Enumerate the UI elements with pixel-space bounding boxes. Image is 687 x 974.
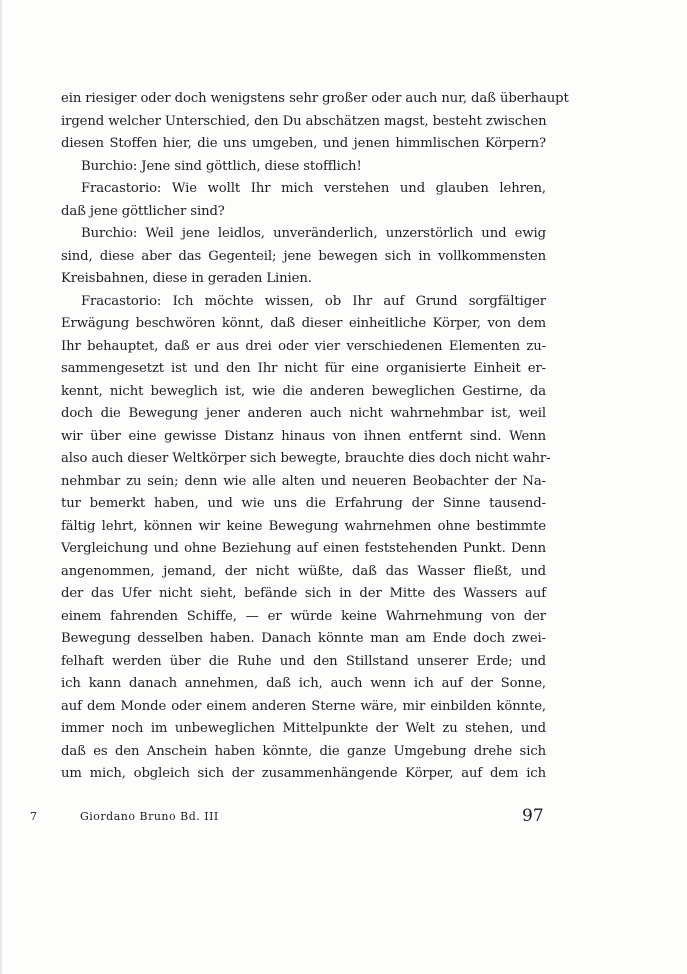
text-line: wir über eine gewisse Distanz hinaus von ihnen entfernt sind. Wenn [61, 428, 546, 444]
text-line: doch die Bewegung jener anderen auch nicht wahrnehmbar ist, weil [61, 406, 546, 421]
page-footer [0, 804, 687, 834]
text-line: felhaft werden über die Ruhe und den Stillstand unserer Erde; und [61, 653, 546, 669]
text-line: Ihr behauptet, daß er aus drei oder vier verschiedenen Elementen zu- [61, 338, 546, 354]
text-line: tur bemerkt haben, und wie uns die Erfahrung der Sinne tausend- [61, 496, 546, 511]
text-line: sammengesetzt ist und den Ihr nicht für eine organisierte Einheit er- [61, 361, 546, 376]
text-line: um mich, obgleich sich der zusammenhängende Körper, auf dem ich [61, 766, 546, 781]
text-line: ich kann danach annehmen, daß ich, auch wenn ich auf der Sonne, [61, 676, 546, 691]
text-line: angenommen, jemand, der nicht wüßte, daß das Wasser fließt, und [61, 563, 546, 579]
text-line: der das Ufer nicht sieht, befände sich in der Mitte des Wassers auf [61, 586, 546, 601]
text-line: fältig lehrt, können wir keine Bewegung wahrnehmen ohne bestimmte [61, 518, 546, 534]
text-line: ein riesiger oder doch wenigstens sehr großer oder auch nur, daß überhaupt [61, 91, 569, 106]
text-line: kennt, nicht beweglich ist, wie die anderen beweglichen Gestirne, da [61, 383, 546, 399]
book-title-footer: Giordano Bruno Bd. III [80, 810, 219, 823]
text-line: daß jene göttlicher sind? [61, 203, 225, 219]
text-line: Kreisbahnen, diese in geraden Linien. [61, 271, 312, 286]
text-line: nehmbar zu sein; denn wie alle alten und neueren Beobachter der Na- [61, 473, 546, 489]
body-text [61, 88, 569, 786]
text-line: Vergleichung und ohne Beziehung auf einen feststehenden Punkt. Denn [61, 541, 546, 556]
text-line: Bewegung desselben haben. Danach könnte man am Ende doch zwei- [61, 631, 546, 646]
text-line: Fracastorio: Ich möchte wissen, ob Ihr auf Grund sorgfältiger [81, 293, 546, 309]
text-line: Erwägung beschwören könnt, daß dieser einheitliche Körper, von dem [61, 316, 546, 331]
text-line: also auch dieser Weltkörper sich bewegte, brauchte dies doch nicht wahr- [61, 451, 551, 466]
text-line: irgend welcher Unterschied, den Du abschätzen magst, besteht zwischen [61, 113, 547, 129]
text-line: diesen Stoffen hier, die uns umgeben, und jenen himmlischen Körpern? [61, 136, 546, 151]
text-line: Burchio: Jene sind göttlich, diese stofflich! [81, 158, 362, 174]
text-line: Fracastorio: Wie wollt Ihr mich verstehen und glauben lehren, [81, 181, 546, 196]
text-line: immer noch im unbeweglichen Mittelpunkte der Welt zu stehen, und [61, 721, 546, 736]
signature-number: 7 [30, 810, 37, 823]
text-line: auf dem Monde oder einem anderen Sterne wäre, mir einbilden könnte, [61, 698, 546, 714]
page-number: 97 [522, 806, 544, 826]
text-line: einem fahrenden Schiffe, — er würde keine Wahrnehmung von der [61, 608, 546, 624]
text-line: daß es den Anschein haben könnte, die ganze Umgebung drehe sich [61, 743, 546, 759]
text-line: sind, diese aber das Gegenteil; jene bewegen sich in vollkommensten [61, 248, 546, 264]
text-line: Burchio: Weil jene leidlos, unveränderlich, unzerstörlich und ewig [81, 226, 546, 241]
